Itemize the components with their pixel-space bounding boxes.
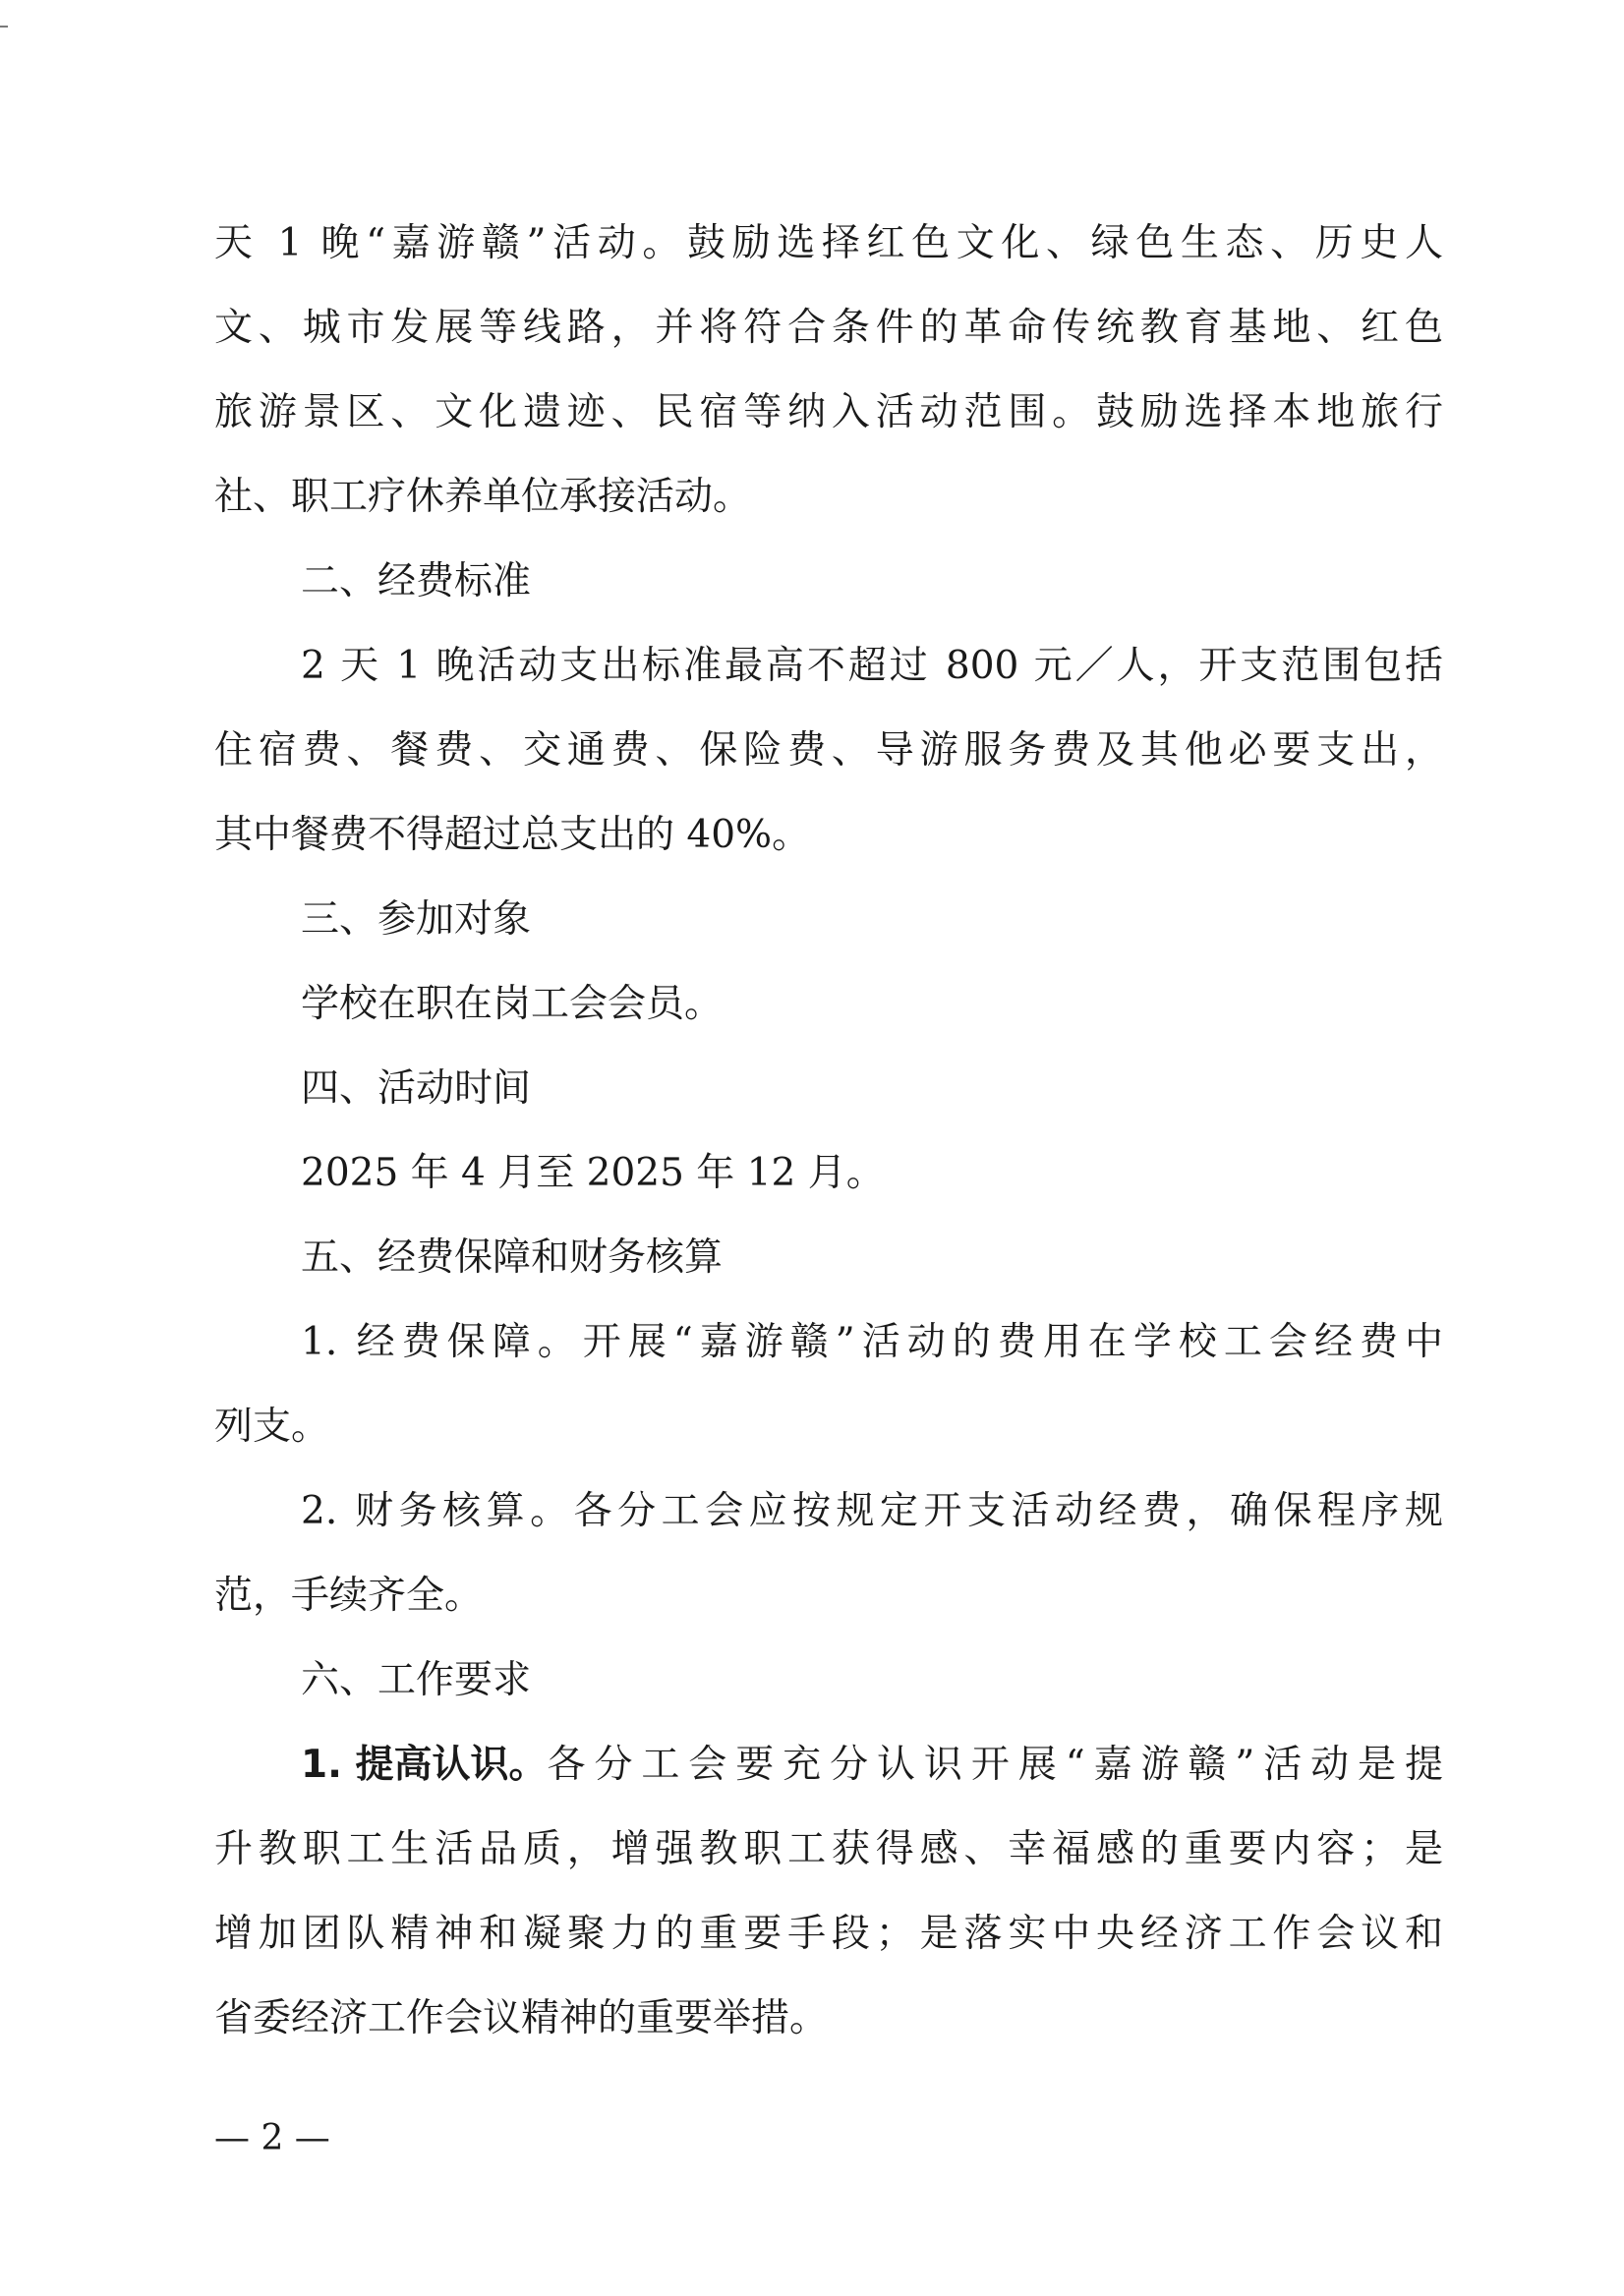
paragraph-line: 文、城市发展等线路，并将符合条件的革命传统教育基地、红色 — [214, 306, 1443, 350]
page-number: — 2 — — [214, 2118, 330, 2158]
paragraph-line: 其中餐费不得超过总支出的 40%。 — [214, 813, 811, 857]
item-lead: 1. 提高认识。 — [301, 1743, 548, 1787]
paragraph-line: 住宿费、餐费、交通费、保险费、导游服务费及其他必要支出， — [214, 728, 1443, 773]
paragraph-line — [301, 1736, 1443, 1795]
paragraph-line: 1. 经费保障。开展“嘉游赣”活动的费用在学校工会经费中 — [301, 1320, 1443, 1364]
section-heading: 二、经费标准 — [301, 559, 532, 603]
section-heading: 四、活动时间 — [301, 1066, 532, 1111]
paragraph-line: 2025 年 4 月至 2025 年 12 月。 — [301, 1151, 885, 1195]
paragraph-line: 旅游景区、文化遗迹、民宿等纳入活动范围。鼓励选择本地旅行 — [214, 390, 1443, 434]
item-text: 各分工会要充分认识开展“嘉游赣”活动是提 — [547, 1743, 1443, 1787]
paragraph-line: 学校在职在岗工会会员。 — [301, 982, 724, 1026]
paragraph-line: 省委经济工作会议精神的重要举措。 — [214, 1996, 829, 2040]
paragraph-line: 2. 财务核算。各分工会应按规定开支活动经费，确保程序规 — [301, 1489, 1443, 1533]
section-heading: 三、参加对象 — [301, 897, 532, 942]
scan-edge-mark — [0, 26, 8, 28]
paragraph-line: 2 天 1 晚活动支出标准最高不超过 800 元／人，开支范围包括 — [301, 644, 1443, 688]
paragraph-line: 社、职工疗休养单位承接活动。 — [214, 475, 752, 519]
section-heading: 六、工作要求 — [301, 1658, 532, 1702]
section-heading: 五、经费保障和财务核算 — [301, 1235, 724, 1280]
paragraph-line: 天 1 晚“嘉游赣”活动。鼓励选择红色文化、绿色生态、历史人 — [214, 221, 1443, 265]
paragraph-line: 列支。 — [214, 1405, 330, 1449]
paragraph-line: 升教职工生活品质，增强教职工获得感、幸福感的重要内容；是 — [214, 1827, 1443, 1871]
paragraph-line: 增加团队精神和凝聚力的重要手段；是落实中央经济工作会议和 — [214, 1912, 1443, 1956]
paragraph-line: 范，手续齐全。 — [214, 1574, 484, 1618]
